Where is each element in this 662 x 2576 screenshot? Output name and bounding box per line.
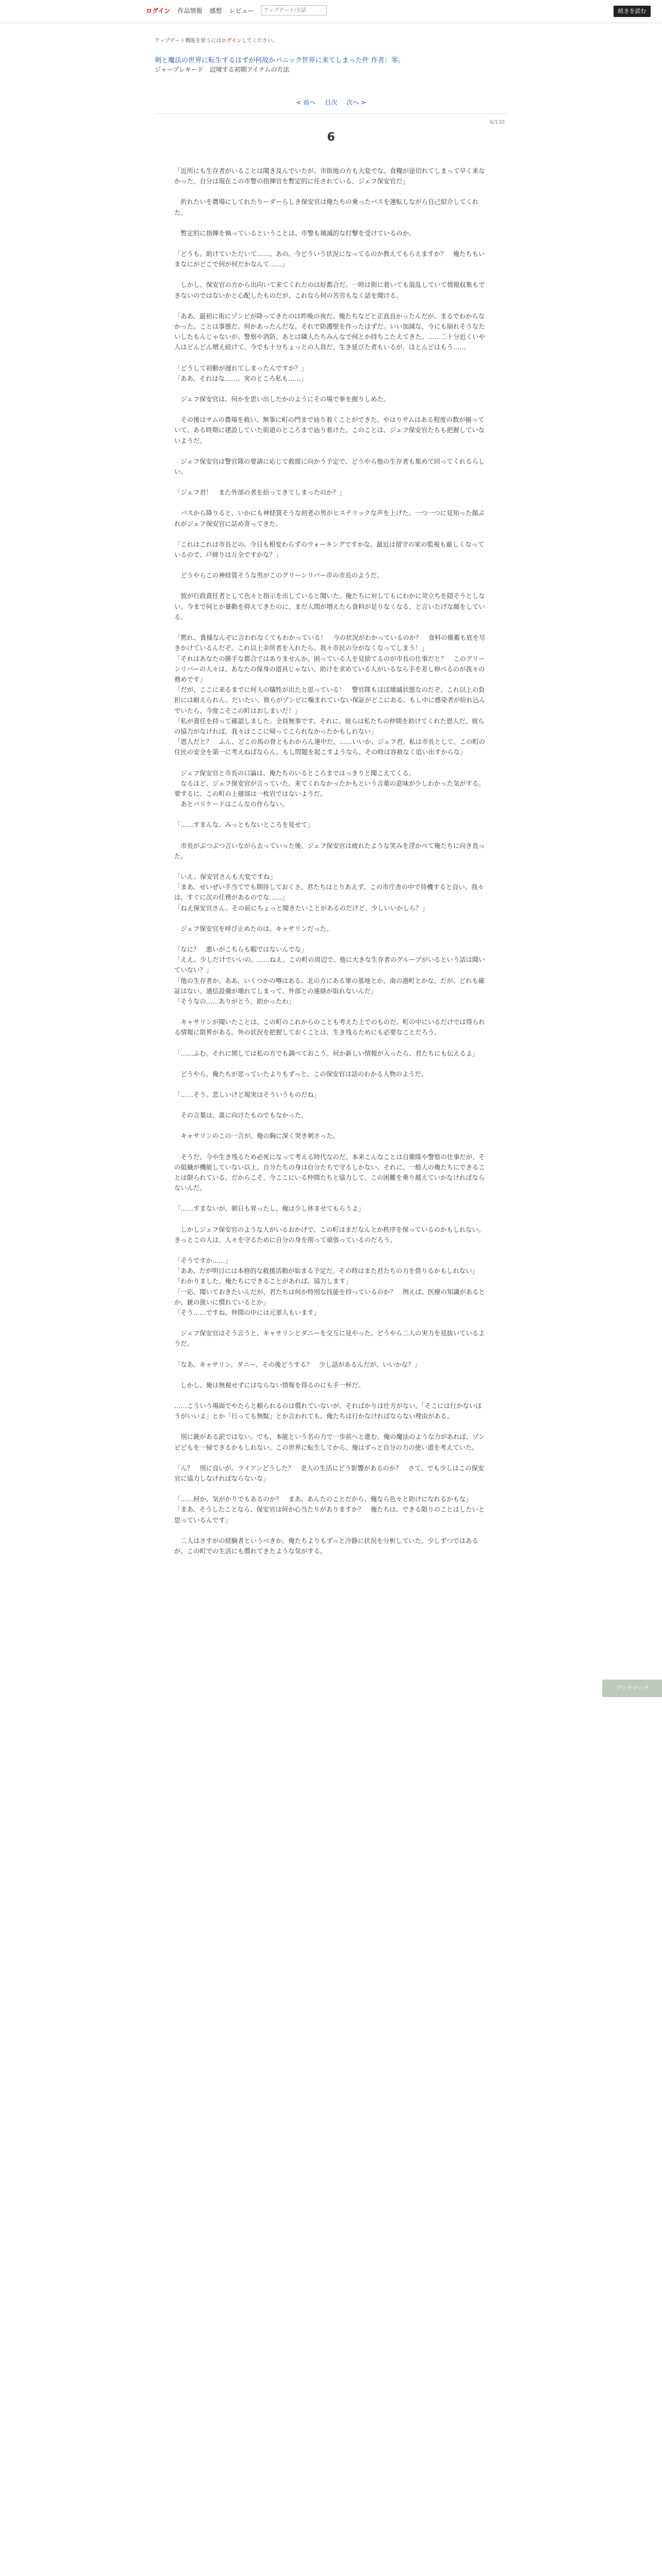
paragraph: 「まあ、そうしたことなら、保安官は何か心当たりがありますか？ 俺たちは、できる限りのことはしたいと思っているんです」 <box>174 1506 485 1524</box>
paragraph: そうだ、今や生き残るため必死になって考える時代なのだ。本来こんなことは自衛隊や警察の仕事だが、その組織が機能していない以上、自分たちの身は自分たちで守るしかない。それに、一般人の俺たちにできることは限られている。だからこそ、今ここにいる仲間たちと協力して、この困難を乗り越えていかなければならないんだ。 <box>174 1153 485 1192</box>
paragraph: ジェフ保安官は警官隊の要請に応じて救援に向かう予定で、どうやら他の生存者も集めて回ってくれるらしい。 <box>174 457 485 476</box>
paragraph: ジェフ保安官は、何かを思い出したかのようにその場で拳を握りしめた。 <box>174 396 390 403</box>
paragraph-gap <box>174 1318 488 1328</box>
paragraph: 「ああ、それはな……。実のところ私も……」 <box>174 375 307 382</box>
paragraph-gap <box>174 529 488 539</box>
paragraph: キャサリンが聞いたことは、この町のこれからのことも考えた上でのものだ。町の中にいるだけでは得られる情報に限界がある。外の状況を把握しておくことは、生き残るためにも必要なことだろう。 <box>174 1019 485 1037</box>
paragraph: 「近所にも生存者がいることは聞き及んでいたが、市街地の方も大変でな。食糧が途切れてしまって早く来なかった。自分は現在この市警の指揮官を暫定的に任されている、ジェフ保安官だ」 <box>174 167 485 185</box>
paragraph: 「なに？ 悪いがこちらも暇ではないんでな」 <box>174 945 308 953</box>
paragraph-gap <box>174 1059 488 1069</box>
paragraph-gap <box>174 1245 488 1256</box>
paragraph-gap <box>174 1038 488 1048</box>
paragraph-gap <box>174 1370 488 1380</box>
toc-link[interactable]: 目次 <box>324 99 337 106</box>
paragraph: 別に銃がある訳ではない。でも、本能という名の力で一歩前へと進む。俺の魔法のような力があれば、ゾンビどもを一掃できるかもしれない。この世界に転生してから、俺はずっと自分の力の使い道を考えていた。 <box>174 1433 485 1451</box>
paragraph: 「そうですか……」 <box>174 1257 231 1265</box>
paragraph: ジェフ保安官はそう言うと、キャサリンとダニーを交互に見やった。どうやら二人の実力を見抜いているようだ。 <box>174 1330 485 1348</box>
paragraph: 「だが、ここに来るまでに何人の犠牲が出たと思っている！ 警官隊もほぼ壊滅状態なのだぞ。これ以上の負担には耐えられん。だいたい、彼らがゾンビに噛まれていない保証がどこにある。もし中に感染者が紛れ込んでいたら、今度こそこの町はおしまいだ！」 <box>174 686 486 715</box>
paragraph: 暫定的に指揮を執っているということは、市警も壊滅的な打撃を受けているのか。 <box>174 229 416 237</box>
paragraph-gap <box>174 498 488 508</box>
paragraph: 「……すまんな、みっともないところを見せて」 <box>174 821 314 829</box>
paragraph-gap <box>174 1142 488 1152</box>
paragraph: 「……すまないが、朝日も昇ったし、俺は少し休ませてもらうよ」 <box>174 1205 365 1213</box>
paragraph-gap <box>174 1214 488 1225</box>
paragraph: 「そう……ですね、仲間の中には元軍人もいます」 <box>174 1309 320 1317</box>
paragraph: 二人はさすがの経験者というべきか、俺たちよりもずっと冷静に状況を分析していた。少しずつではあるが、この町での生活にも慣れてきたような気がする。 <box>174 1537 478 1555</box>
nav-links <box>146 5 327 15</box>
paragraph: どうやら、俺たちが思っていたよりもずっと、この保安官は話のわかる人物のようだ。 <box>174 1070 428 1078</box>
paragraph-gap <box>174 1349 488 1360</box>
paragraph: 「どうして初動が遅れてしまったんですか？」 <box>174 364 308 372</box>
paragraph: ……こういう場面でやたらと頼られるのは慣れていないが、そればかりは仕方がない。「そこには行かないほうがいいよ」とか「行っても無駄」とか言われても、俺たちは行かなければならない理由がある。 <box>174 1402 482 1420</box>
paragraph-gap <box>174 1007 488 1017</box>
paragraph: しかしジェフ保安官のような人がいるおかげで、この町はまだなんとか秩序を保っているのかもしれない。きっとこの人は、人々を守るために自分の身を削って頑張っているのだろう。 <box>174 1226 485 1244</box>
paragraph: 「どうも。助けていただいて……。あの、今どういう状況になってるのか教えてもらえますか？ 俺たちもいまなにがどこで何が何だかなんて……」 <box>174 250 485 268</box>
update-notice <box>155 36 278 44</box>
paragraph: なるほど、ジェフ保安官が言っていた、来てくれなかったかもという言葉の意味が少しわかった気がする。要するに、この町の上層部は一枚岩ではないようだ。 <box>174 779 485 798</box>
paragraph: その言葉は、誰に向けたものでもなかった。 <box>174 1112 308 1120</box>
paragraph: 「……ふむ。それに関しては私の方でも調べておこう。何か新しい情報が入ったら、君たちにも伝えるよ」 <box>174 1049 479 1057</box>
paragraph-gap <box>174 477 488 487</box>
paragraph: ジェフ保安官と市長の口論は、俺たちのいるところまではっきりと聞こえてくる。 <box>174 769 416 777</box>
paragraph: どうやらこの神経質そうな男がこのグリーンリバー市の市長のようだ。 <box>174 572 384 580</box>
read-more-button[interactable]: 続きを読む <box>614 6 651 17</box>
paragraph-gap <box>174 913 488 924</box>
paragraph-gap <box>174 1121 488 1131</box>
nav-item-work-info[interactable]: 作品情報 <box>177 7 203 14</box>
paragraph: バスから降りると、いかにも神経質そうな初老の男がヒステリックな声を上げた。一つ一つに見知った顔ぶれがジェフ保安官に詰め寄ってきた。 <box>174 510 485 528</box>
paragraph: 「黙れ、貴様なんぞに言われなくてもわかっている！ 今の状況がわかっているのか？ 食料の備蓄も底を尽きかけているんだぞ。これ以上余所者を入れたら、我々市民の分がなくなってしまう！」 <box>174 634 486 652</box>
paragraph-gap <box>174 934 488 944</box>
paragraph: 「これはこれは市長どの。今日も相変わらずのウォーキングですかな。最近は留守の家の監視も厳しくなっているので、戸締りは万全ですかな？」 <box>174 540 485 559</box>
next-link[interactable]: 次へ > <box>346 99 366 106</box>
paragraph-gap <box>174 446 488 456</box>
paragraph-gap <box>174 239 488 249</box>
paragraph-gap <box>174 1391 488 1401</box>
paragraph-gap <box>174 269 488 280</box>
author-line: ジャーブレキード 辺境する初期アイテムの方法 <box>155 66 290 73</box>
paragraph: 「私が責任を持って確認しました。全員無事です。それに、彼らは私たちの仲間を助けてくれた恩人だ。彼らの協力がなければ、我々はここに帰ってこられなかったかもしれない」 <box>174 717 485 735</box>
paragraph-gap <box>174 384 488 394</box>
paragraph: あとバリケードはこんなの作らない。 <box>174 801 289 808</box>
paragraph: 「……そう。悲しいけど現実はそういうものだね」 <box>174 1091 320 1098</box>
nav-item-reviews[interactable]: 感想 <box>209 7 222 14</box>
paragraph-gap <box>174 218 488 228</box>
chapter-body <box>174 166 488 1556</box>
paragraph: 「ええ、少しだけでいいの。……ねえ、この町の周辺で、他に大きな生存者のグループがいるという話は聞いていない？」 <box>174 956 485 974</box>
paragraph: 「わかりました。俺たちにできることがあれば、協力します」 <box>174 1278 352 1285</box>
prev-link[interactable]: < 前へ <box>296 99 316 106</box>
paragraph-gap <box>174 581 488 591</box>
notice-prefix: アップデート機能を使うには <box>155 38 222 44</box>
paragraph-gap <box>174 187 488 197</box>
paragraph: 「ん？ 別に良いが。ライアンどうした？ 老人の生活にどう影響があるのか？ さて、でも少しはこの保安官に協力しなければならないな」 <box>174 1464 485 1483</box>
paragraph-gap <box>174 404 488 415</box>
paragraph-gap <box>174 1079 488 1090</box>
paragraph: 「まあ、せいぜい手当てでも期待しておくさ。君たちはとりあえず、この市庁舎の中で待機すると良い。我々は、すぐに次の任務があるのでな……」 <box>174 884 484 902</box>
paragraph: しかし、俺は無視せずにはならない情報を得るのにも手一杯だ。 <box>174 1381 365 1389</box>
paragraph: 「それはあなたの勝手な都合ではありませんか。困っている人を見捨てるのが市長の仕事だと？ このグリーンリバーの人々は、あなたの保身の道具じゃない。助けを求めている人がいるなら手を差し伸べるのが我々の務めです」 <box>174 655 485 683</box>
paragraph-gap <box>174 622 488 633</box>
paragraph: 「恩人だと？ ふん、どこの馬の骨ともわからん連中だ。……いいか、ジェフ君。私は市長として、この町の住民の安全を第一に考えねばならん。もし問題を起こすようなら、その時は容赦なく追い出すからな」 <box>174 738 485 756</box>
paragraph: しかし、保安官の方から出向いて来てくれたのは好都合だ。一時は街に着いても混乱していて情報収集もできないのではないかと心配したものだが、これなら何の苦労もなく話を聞ける。 <box>174 281 485 299</box>
pager-top <box>0 98 662 107</box>
search-input[interactable] <box>261 5 327 15</box>
page-count: 6/130 <box>490 120 505 125</box>
paragraph: 「ああ、最初に街にゾンビが降ってきたのは昨晩の夜だ。俺たちなどと正直良かったんだが、まるでわからなかった。ことは事態だ。何かあったんだな。それで防護壁を作ったはずだ。いい加減な、今にも崩れそうなたいしたもんじゃないが。警察や消防、あとは隣人たちみんなで何とか持ちこたえてきた。……二十分近くいや人はどんどん増え続けて、今でも十分ちょっとの人員だ。生き延びた者もいるが、ほとんどはもう…… <box>174 312 485 351</box>
work-title-link[interactable]: 剣と魔法の世界に転生するはずが何故かパニック世界に来てしまった件 作者：零。 <box>155 57 405 64</box>
paragraph: 「ジェフ君！ また外部の者を拾ってきてしまったのか？」 <box>174 489 345 497</box>
paragraph-gap <box>174 1526 488 1536</box>
paragraph-gap <box>174 1453 488 1463</box>
paragraph-gap <box>174 831 488 841</box>
paragraph-gap <box>174 353 488 363</box>
nav-item-review[interactable]: レビュー <box>229 7 254 14</box>
chapter-number: 6 <box>327 131 335 144</box>
paragraph: 市長がぶつぶつ言いながら去っていった後、ジェフ保安官は疲れたような笑みを浮かべて俺たちに向き直った。 <box>174 842 485 860</box>
paragraph: 「一応、聞いておきたいんだが、君たちは何か特別な技能を持っているのか？ 例えば、医療の知識があるとか、銃の扱いに慣れているとか」 <box>174 1288 485 1306</box>
paragraph-gap <box>174 861 488 872</box>
paragraph: 彼が行政責任者として色々と指示を出していると聞いた。俺たちに対してもにわかに苛立ちを隠そうとしない。今まで何とか暴動を抑えてきたのに、まだ人間が増えたら食料が足りなくなる、と言いたげな顔をしている。 <box>174 592 485 621</box>
paragraph: ジェフ保安官を呼び止めたのは、キャサリンだった。 <box>174 925 333 933</box>
paragraph: 「他の生存者か。ああ、いくつかの噂はある。北の方にある軍の基地とか、南の港町とかな。だが、どれも確証はない。通信設備が壊れてしまって、外部との連絡が取れないんだ」 <box>174 977 485 995</box>
paragraph-gap <box>174 1484 488 1494</box>
paragraph-gap <box>174 1100 488 1110</box>
paragraph: キャサリンのこの一言が、俺の胸に深く突き刺さった。 <box>174 1132 339 1140</box>
paragraph: 「……何か、気がかりでもあるのか？ まあ、あんたのことだから、俺なら色々と助けになれるかもな」 <box>174 1496 472 1503</box>
login-link[interactable]: ログイン <box>146 7 171 14</box>
paragraph: その後はサムの農場を救い、無事に町の門まで辿り着くことができた。やはりサムはある程度の数が揃っていて、ある時期に建設していた街道のところまで辿り着けた。このことは、ジェフ保安官たちも把握していないようだ。 <box>174 416 485 445</box>
paragraph: 「なあ、キャサリン。ダニー。その後どうする？ 少し話があるんだが、いいかな？」 <box>174 1361 421 1368</box>
notice-suffix: してください。 <box>241 38 278 44</box>
paragraph: 「ねえ保安官さん。その前にちょっと聞きたいことがあるのだけど、少しいいかしら？」 <box>174 904 428 912</box>
paragraph: 「いえ、保安官さんも大変ですね」 <box>174 873 276 880</box>
paragraph: 折れたいを農場にしてれたりーダーらしき保安官は俺たちの乗ったバスを運転しながら自己紹介してくれた。 <box>174 198 479 216</box>
paragraph-gap <box>174 1193 488 1204</box>
paragraph-gap <box>174 758 488 768</box>
paragraph-gap <box>174 301 488 311</box>
notice-login-link[interactable]: ログイン <box>221 38 242 44</box>
paragraph-gap <box>174 1421 488 1432</box>
bookmark-side-tab[interactable]: ブックマーク <box>602 1680 662 1697</box>
paragraph: 「そうなの……ありがとう、助かったわ」 <box>174 997 295 1005</box>
paragraph-gap <box>174 809 488 820</box>
paragraph-gap <box>174 560 488 570</box>
top-navigation <box>0 0 662 23</box>
paragraph: 「ああ、だが明日には本格的な救援活動が始まる予定だ。その時はまた君たちの力を借りるかもしれない」 <box>174 1267 478 1275</box>
divider <box>155 113 507 114</box>
